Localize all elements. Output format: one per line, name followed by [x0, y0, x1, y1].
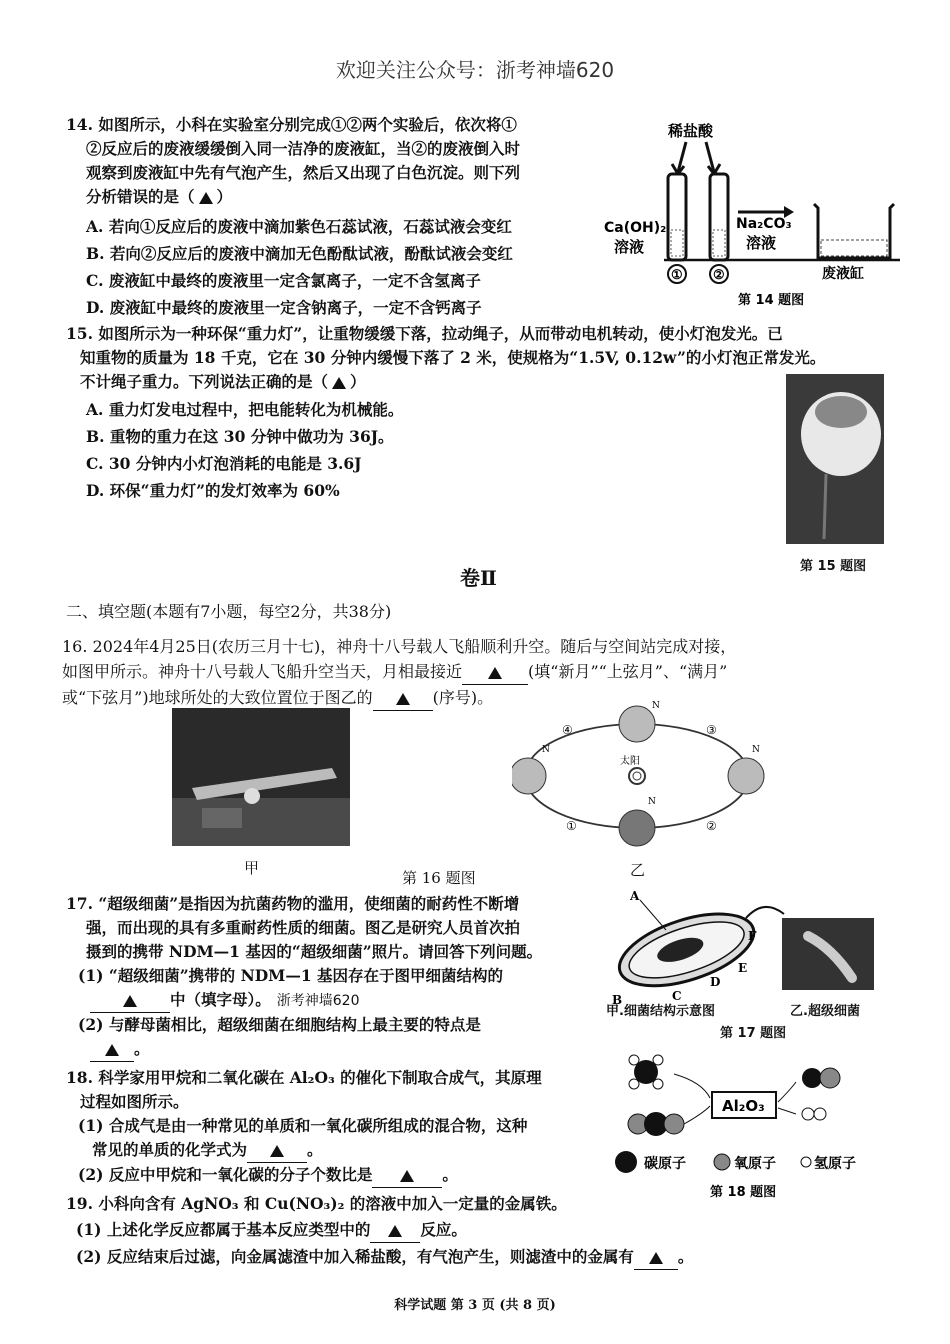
question-18 — [66, 1066, 542, 1188]
question-19 — [66, 1192, 693, 1270]
q17-blank-1[interactable] — [90, 988, 170, 1013]
q14-paren: ） — [216, 187, 233, 206]
q15-option-b: B. 重物的重力在这 30 分钟中做功为 36J。 — [86, 427, 394, 446]
tube-1-label: ① — [671, 268, 683, 283]
q17-line: 摄到的携带 NDM—1 基因的“超级细菌”照片。请回答下列问题。 — [86, 942, 543, 961]
q15-option-d: D. 环保“重力灯”的发灯效率为 60% — [86, 481, 340, 500]
legend-carbon: 碳原子 — [644, 1156, 686, 1172]
q19-sub1: (1) 上述化学反应都属于基本反应类型中的 — [76, 1220, 371, 1239]
q16-line: 16. 2024年4月25日(农历三月十七)，神舟十八号载人飞船顺利升空。随后与空间站完成对接， — [62, 637, 737, 656]
q15-option-c: C. 30 分钟内小灯泡消耗的电能是 3.6J — [86, 454, 362, 473]
label-f: F — [748, 929, 757, 943]
q18-line: (1) 合成气是由一种常见的单质和一氧化碳所组成的混合物，这种 — [78, 1116, 528, 1135]
page-footer: 科学试题 第 3 页 (共 8 页) — [394, 1298, 556, 1313]
answer-triangle-icon — [332, 377, 346, 389]
q18-blank-2[interactable] — [372, 1163, 442, 1188]
position-3: ③ — [706, 723, 717, 737]
q17-caption-jia: 甲.细菌结构示意图 — [606, 1004, 715, 1019]
north-label: N — [752, 745, 760, 755]
q15-caption: 第 15 题图 — [800, 559, 867, 574]
q18-sub2: (2) 反应中甲烷和一氧化碳的分子个数比是 — [78, 1165, 373, 1184]
north-label: N — [648, 797, 656, 807]
q16-line: (序号)。 — [432, 688, 494, 707]
q17-caption-yi: 乙.超级细菌 — [790, 1004, 860, 1019]
q18-sub2-end: 。 — [442, 1165, 458, 1184]
q17-line: 17. “超级细菌”是指因为抗菌药物的滥用，使细菌的耐药性不断增 — [66, 894, 520, 913]
section-heading: 二、填空题(本题有7小题，每空2分，共38分) — [66, 602, 392, 621]
na2co3-solution: 溶液 — [746, 234, 777, 252]
label-d: D — [710, 975, 721, 989]
q16-blank-2[interactable] — [373, 685, 433, 711]
watermark: 浙考神墙620 — [276, 993, 360, 1009]
earth-right — [728, 758, 764, 794]
earth-left — [512, 758, 546, 794]
tube-2-label: ② — [713, 268, 725, 283]
q16-line: 如图甲所示。神舟十八号载人飞船升空当天，月相最接近 — [62, 662, 463, 681]
page-header: 欢迎关注公众号：浙考神墙620 — [335, 58, 615, 82]
q18-sub1b: 常见的单质的化学式为 — [92, 1140, 248, 1159]
q16-photo-jia — [172, 708, 350, 846]
q16-label-jia: 甲 — [244, 859, 260, 877]
q14-option-a: A. 若向①反应后的废液中滴加紫色石蕊试液，石蕊试液会变红 — [86, 217, 512, 236]
q18-reaction-diagram — [612, 1054, 892, 1202]
q14-option-d: D. 废液缸中最终的废液里一定含钠离子，一定不含钙离子 — [86, 298, 482, 317]
q15-line: 不计绳子重力。下列说法正确的是（ — [80, 372, 329, 391]
q15-option-a: A. 重力灯发电过程中，把电能转化为机械能。 — [86, 400, 404, 419]
label-c: C — [672, 989, 682, 1003]
q17-sub1-end: 中（填字母）。 — [170, 990, 271, 1009]
catalyst-label: Al₂O₃ — [722, 1097, 765, 1115]
sun-label: 太阳 — [620, 756, 640, 767]
q18-caption: 第 18 题图 — [710, 1185, 777, 1200]
position-4: ④ — [562, 723, 573, 737]
q14-option-b: B. 若向②反应后的废液中滴加无色酚酞试液，酚酞试液会变红 — [86, 244, 513, 263]
earth-bottom — [619, 810, 655, 846]
q16-blank-1[interactable] — [462, 659, 528, 685]
position-2: ② — [706, 819, 717, 833]
legend-hydrogen: 氢原子 — [814, 1156, 856, 1172]
q17-sub2: (2) 与酵母菌相比，超级细菌在细胞结构上最主要的特点是 — [78, 1015, 481, 1034]
label-b: B — [612, 993, 623, 1007]
label-e: E — [738, 961, 748, 975]
q15-photo — [786, 374, 884, 544]
q14-line: 分析错误的是（ — [86, 187, 195, 206]
q17-blank-2[interactable] — [90, 1037, 134, 1062]
q17-sub2-end: 。 — [134, 1039, 150, 1058]
q14-figure — [600, 112, 900, 312]
q18-sub1-end: 。 — [307, 1140, 323, 1159]
q16-caption: 第 16 题图 — [402, 869, 476, 887]
answer-triangle-icon — [199, 192, 213, 204]
q19-blank-1[interactable] — [370, 1218, 420, 1243]
north-label: N — [542, 745, 550, 755]
north-label: N — [652, 701, 660, 711]
legend-oxygen: 氧原子 — [734, 1156, 776, 1172]
question-17 — [66, 892, 542, 1062]
q16-orbit-diagram — [512, 700, 776, 880]
q17-superbug-photo — [782, 918, 874, 990]
position-1: ① — [566, 819, 577, 833]
q14-line: 观察到废液缸中先有气泡产生，然后又出现了白色沉淀。则下列 — [86, 163, 521, 182]
q19-sub2-end: 。 — [677, 1247, 694, 1266]
q14-caption: 第 14 题图 — [738, 293, 805, 308]
question-15 — [66, 322, 825, 504]
q15-paren: ） — [350, 372, 366, 391]
q19-line: 19. 小科向含有 AgNO₃ 和 Cu(NO₃)₂ 的溶液中加入一定量的金属铁。 — [66, 1194, 567, 1213]
q18-line: 18. 科学家用甲烷和二氧化碳在 Al₂O₃ 的催化下制取合成气，其原理 — [66, 1068, 542, 1087]
ca-oh-solution: 溶液 — [614, 238, 645, 256]
q19-sub1-end: 反应。 — [420, 1220, 467, 1239]
section-title: 卷Ⅱ — [460, 566, 497, 590]
q16-line: 或“下弦月”)地球所处的大致位置位于图乙的 — [62, 688, 373, 707]
q18-line: 过程如图所示。 — [80, 1092, 189, 1111]
q14-line: 14. 如图所示，小科在实验室分别完成①②两个实验后，依次将① — [66, 115, 517, 134]
q16-line: (填“新月”“上弦月”、“满月” — [528, 662, 728, 681]
q19-sub2: (2) 反应结束后过滤，向金属滤渣中加入稀盐酸，有气泡产生，则滤渣中的金属有 — [76, 1247, 634, 1266]
q15-line: 知重物的质量为 18 千克，它在 30 分钟内缓慢下落了 2 米，使规格为“1.5V, 0.12w”的小灯泡正常发光。 — [80, 348, 826, 367]
na2co3-label: Na₂CO₃ — [736, 216, 792, 232]
q19-blank-2[interactable] — [634, 1245, 678, 1270]
earth-top — [619, 706, 655, 742]
q17-caption: 第 17 题图 — [720, 1026, 787, 1041]
q14-option-c: C. 废液缸中最终的废液里一定含氯离子，一定不含氢离子 — [86, 271, 481, 290]
q17-line: (1) “超级细菌”携带的 NDM—1 基因存在于图甲细菌结构的 — [78, 966, 504, 985]
q14-line: ②反应后的废液缓缓倒入同一洁净的废液缸，当②的废液倒入时 — [86, 139, 521, 158]
q16-label-yi: 乙 — [630, 861, 646, 879]
label-a: A — [630, 889, 640, 903]
waste-tank-label: 废液缸 — [822, 266, 864, 282]
question-14 — [66, 113, 520, 321]
ca-oh-label: Ca(OH)₂ — [604, 220, 667, 236]
q18-blank-1[interactable] — [247, 1138, 307, 1163]
acid-label: 稀盐酸 — [668, 122, 714, 140]
q17-line: 强，而出现的具有多重耐药性质的细菌。图乙是研究人员首次拍 — [86, 918, 521, 937]
q15-line: 15. 如图所示为一种环保“重力灯”，让重物缓缓下落，拉动绳子，从而带动电机转动，使小灯泡发光。已 — [66, 324, 783, 343]
